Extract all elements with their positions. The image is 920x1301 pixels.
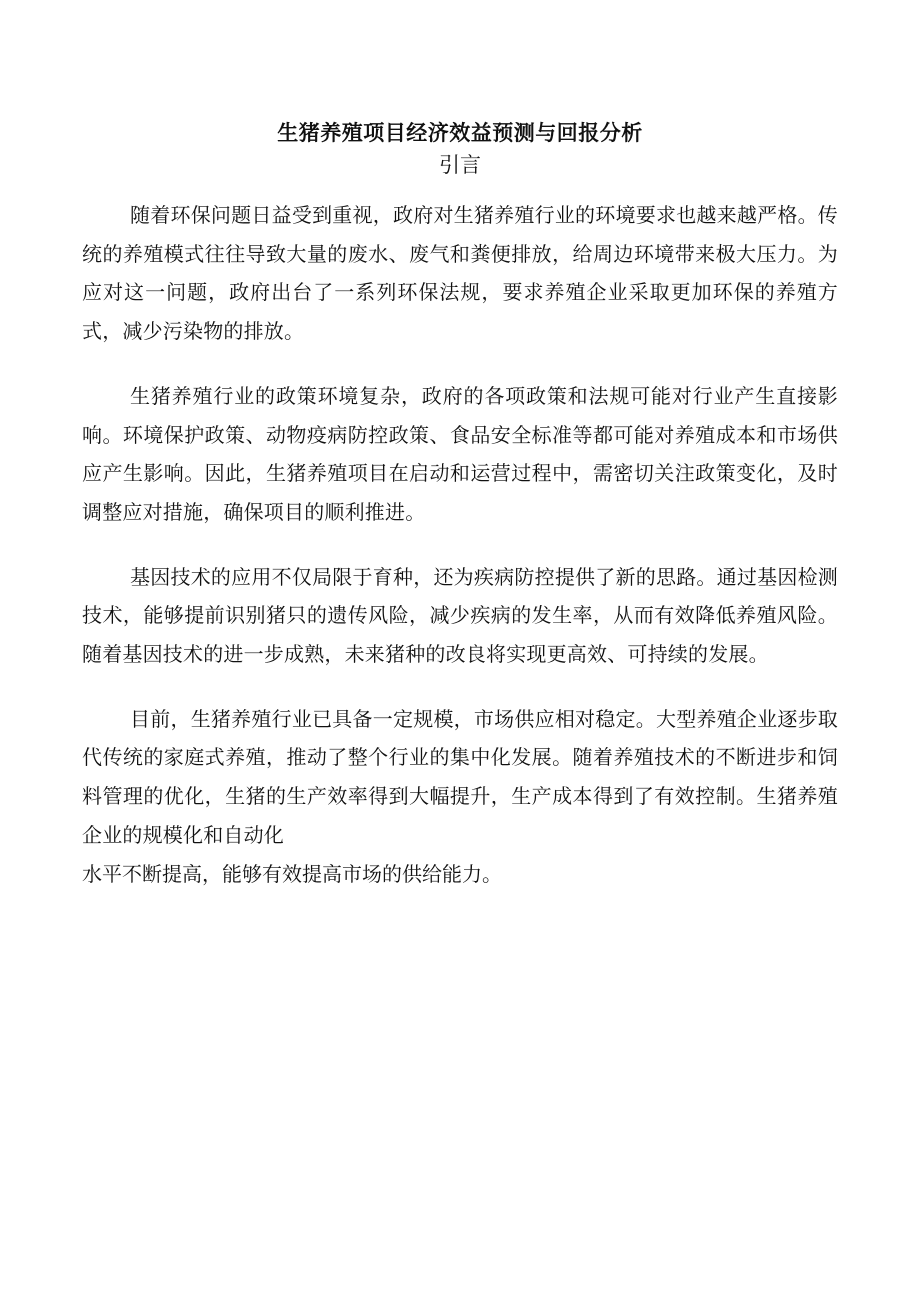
document-title: 生猪养殖项目经济效益预测与回报分析 (277, 120, 643, 145)
document-body (82, 196, 838, 893)
paragraph-2: 生猪养殖行业的政策环境复杂，政府的各项政策和法规可能对行业产生直接影响。环境保护政策、动物疫病防控政策、食品安全标准等都可能对养殖成本和市场供应产生影响。因此，生猪养殖项目在启动和运营过程中，需密切关注政策变化，及时调整应对措施，确保项目的顺利推进。 (82, 383, 838, 524)
paragraph-3: 基因技术的应用不仅局限于育种，还为疾病防控提供了新的思路。通过基因检测技术，能够提前识别猪只的遗传风险，减少疾病的发生率，从而有效降低养殖风险。随着基因技术的进一步成熟，未来猪种的改良将实现更高效、可持续的发展。 (82, 564, 838, 667)
paragraph-1: 随着环保问题日益受到重视，政府对生猪养殖行业的环境要求也越来越严格。传统的养殖模式往往导致大量的废水、废气和粪便排放，给周边环境带来极大压力。为应对这一问题，政府出台了一系列环保法规，要求养殖企业采取更加环保的养殖方式，减少污染物的排放。 (82, 203, 838, 344)
paragraph-4: 目前，生猪养殖行业已具备一定规模，市场供应相对稳定。大型养殖企业逐步取代传统的家庭式养殖，推动了整个行业的集中化发展。随着养殖技术的不断进步和饲料管理的优化，生猪的生产效率得到大幅提升，生产成本得到了有效控制。生猪养殖企业的规模化和自动化 (82, 706, 838, 847)
section-heading: 引言 (439, 153, 481, 177)
paragraph-4-continuation: 水平不断提高，能够有效提高市场的供给能力。 (82, 861, 502, 886)
